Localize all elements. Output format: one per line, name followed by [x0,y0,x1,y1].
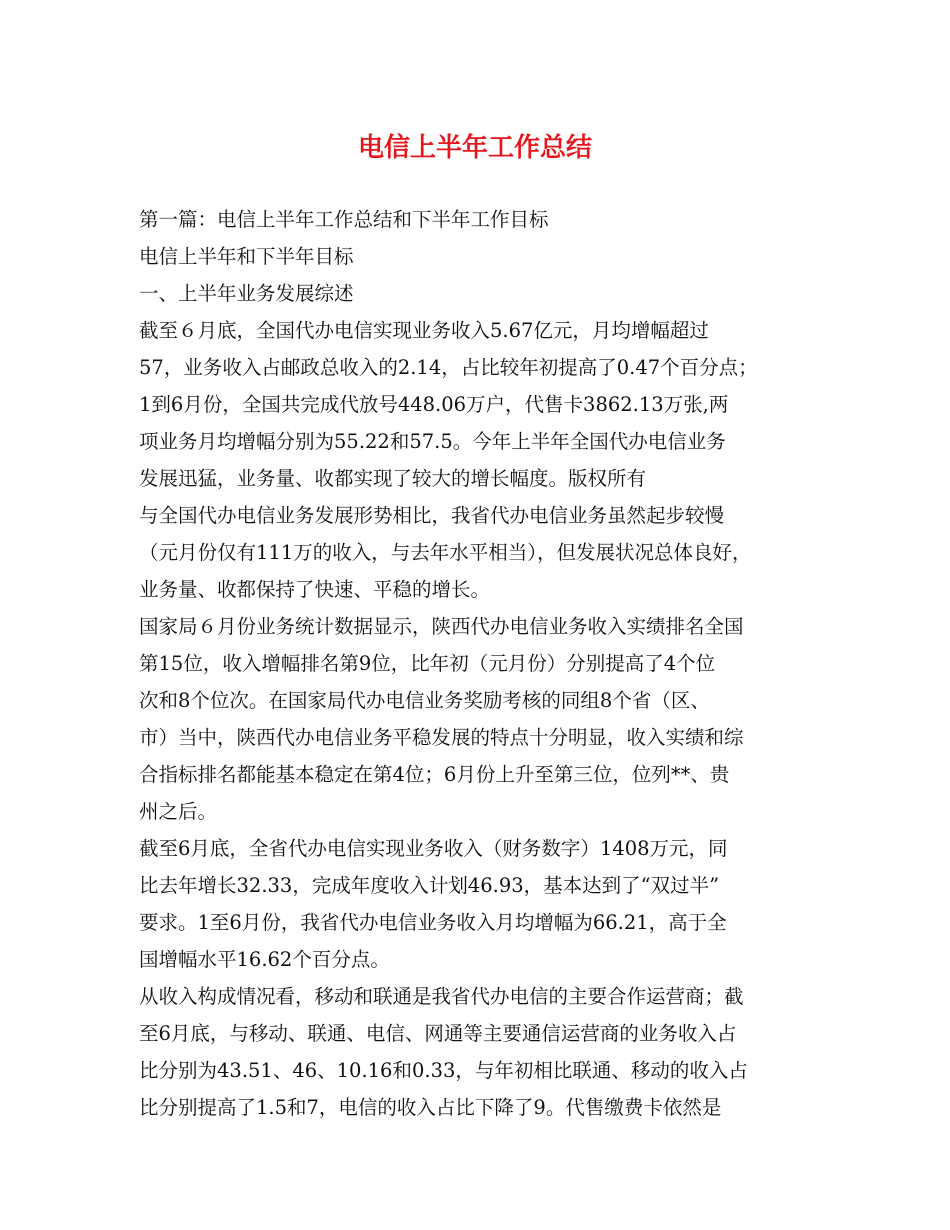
document-body [139,201,819,1126]
text-line: 国家局６月份业务统计数据显示，陕西代办电信业务收入实绩排名全国 [139,615,744,638]
text-line: 从收入构成情况看，移动和联通是我省代办电信的主要合作运营商；截 [139,985,744,1008]
text-line: （元月份仅有111万的收入，与去年水平相当），但发展状况总体良好， [139,541,752,564]
text-line: 57，业务收入占邮政总收入的2.14，占比较年初提高了0.47个百分点； [139,356,758,379]
text-line: 要求。1至6月份，我省代办电信业务收入月均增幅为66.21，高于全 [139,911,727,934]
text-line: 一、上半年业务发展综述 [139,282,354,305]
text-line: 次和8个位次。在国家局代办电信业务奖励考核的同组8个省（区、 [139,689,710,712]
text-line: 至6月底，与移动、联通、电信、网通等主要通信运营商的业务收入占 [139,1022,737,1045]
document-title: 电信上半年工作总结 [357,133,592,163]
text-line: 与全国代办电信业务发展形势相比，我省代办电信业务虽然起步较慢 [139,504,725,527]
text-line: 第一篇：电信上半年工作总结和下半年工作目标 [139,208,549,231]
text-line: 发展迅猛，业务量、收都实现了较大的增长幅度。版权所有 [139,467,647,490]
text-line: 比去年增长32.33，完成年度收入计划46.93，基本达到了“双过半” [139,874,720,897]
text-line: 比分别为43.51、46、10.16和0.33，与年初相比联通、移动的收入占 [139,1059,748,1082]
text-line: 业务量、收都保持了快速、平稳的增长。 [139,578,491,601]
text-line: 截至6月底，全省代办电信实现业务收入（财务数字）1408万元，同 [139,837,728,860]
text-line: 电信上半年和下半年目标 [139,245,354,268]
text-line: 项业务月均增幅分别为55.22和57.5。今年上半年全国代办电信业务 [139,430,726,453]
text-line: 州之后。 [139,800,218,823]
text-line: 市）当中，陕西代办电信业务平稳发展的特点十分明显，收入实绩和综 [139,726,744,749]
text-line: 合指标排名都能基本稳定在第4位；6月份上升至第三位，位列**、贵 [139,763,730,786]
text-line: 第15位，收入增幅排名第9位，比年初（元月份）分别提高了4个位 [139,652,716,675]
text-line: 截至６月底，全国代办电信实现业务收入5.67亿元，月均增幅超过 [139,319,709,342]
text-line: 国增幅水平16.62个百分点。 [139,948,390,971]
text-line: 1到6月份，全国共完成代放号448.06万户，代售卡3862.13万张,两 [139,393,729,416]
text-line: 比分别提高了1.5和7，电信的收入占比下降了9。代售缴费卡依然是 [139,1096,722,1119]
